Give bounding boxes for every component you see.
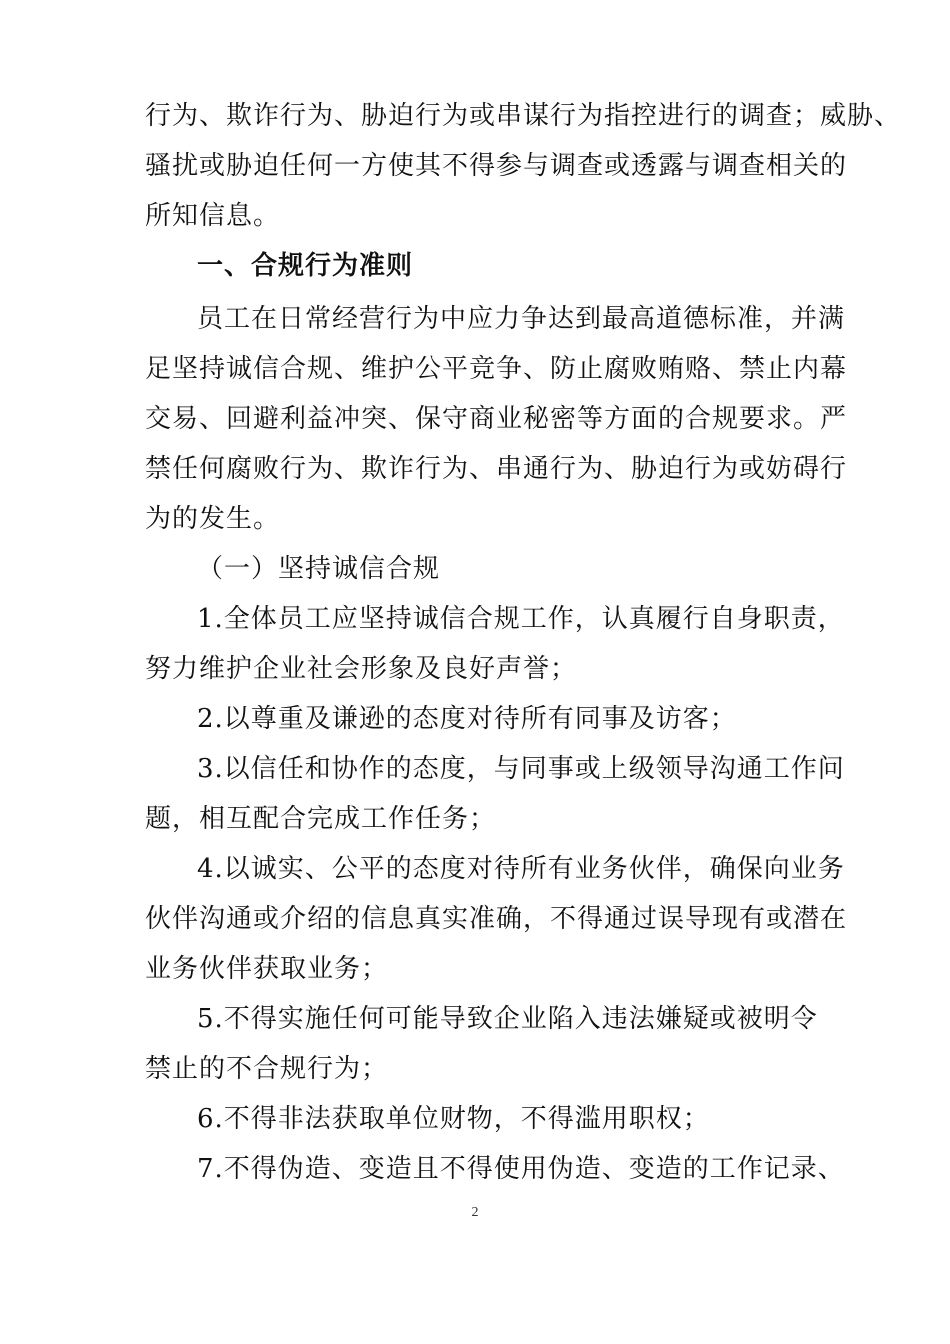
text-line: 员工在日常经营行为中应力争达到最高道德标准，并满 — [197, 304, 846, 334]
list-item: 3.以信任和协作的态度，与同事或上级领导沟通工作问 — [197, 754, 845, 784]
text-line: 伙伴沟通或介绍的信息真实准确，不得通过误导现有或潜在 — [145, 904, 848, 934]
text-line: 交易、回避利益冲突、保守商业秘密等方面的合规要求。严 — [145, 404, 848, 434]
text-line: 所知信息。 — [145, 201, 281, 231]
text-line: 为的发生。 — [145, 504, 281, 534]
page-number: 2 — [471, 1205, 479, 1220]
text-line: 禁止的不合规行为； — [145, 1054, 389, 1084]
list-item: 7.不得伪造、变造且不得使用伪造、变造的工作记录、 — [197, 1154, 845, 1184]
text-line: 努力维护企业社会形象及良好声誉； — [145, 654, 578, 684]
text-line: 骚扰或胁迫任何一方使其不得参与调查或透露与调查相关的 — [145, 151, 848, 181]
text-line: 题，相互配合完成工作任务； — [145, 804, 497, 834]
list-item: 6.不得非法获取单位财物，不得滥用职权； — [197, 1104, 710, 1134]
list-item: 4.以诚实、公平的态度对待所有业务伙伴，确保向业务 — [197, 854, 845, 884]
section-heading: 一、合规行为准则 — [197, 251, 414, 281]
text-line: 行为、欺诈行为、胁迫行为或串谋行为指控进行的调查；威胁、 — [145, 101, 902, 131]
list-item: 5.不得实施任何可能导致企业陷入违法嫌疑或被明令 — [197, 1004, 818, 1034]
subsection-heading: （一）坚持诚信合规 — [197, 554, 441, 584]
text-line: 足坚持诚信合规、维护公平竞争、防止腐败贿赂、禁止内幕 — [145, 354, 848, 384]
list-item: 2.以尊重及谦逊的态度对待所有同事及访客； — [197, 704, 737, 734]
text-line: 禁任何腐败行为、欺诈行为、串通行为、胁迫行为或妨碍行 — [145, 454, 848, 484]
text-line: 业务伙伴获取业务； — [145, 954, 389, 984]
list-item: 1.全体员工应坚持诚信合规工作，认真履行自身职责， — [197, 604, 845, 634]
